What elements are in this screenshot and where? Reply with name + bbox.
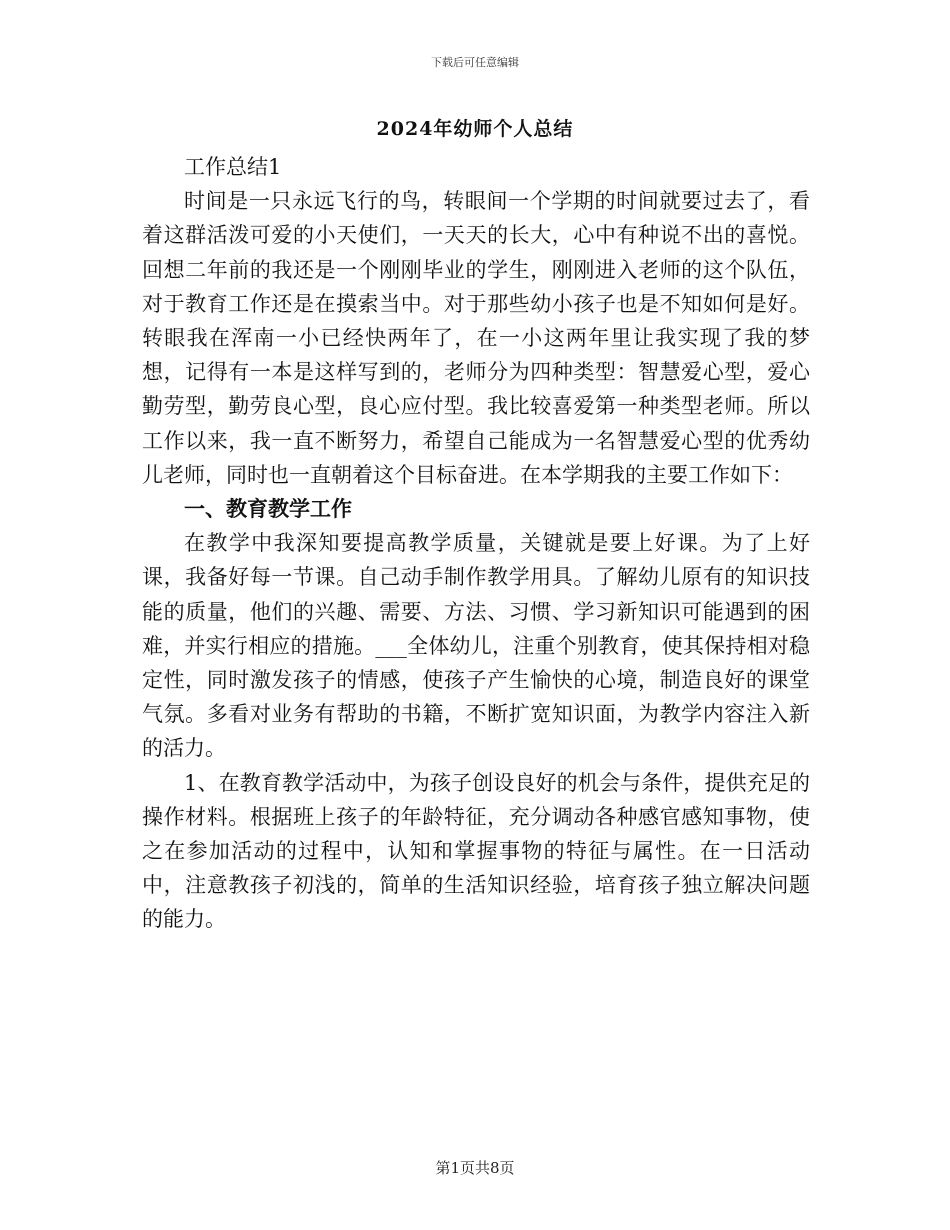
body-paragraph: 在教学中我深知要提高教学质量，关键就是要上好课。为了上好课，我备好每一节课。自己动手制作教学用具。了解幼儿原有的知识技能的质量，他们的兴趣、需要、方法、习惯、学习新知识可能遇到的困难，并实行相应的措施。___全体幼儿，注重个别教育，使其保持相对稳定性，同时激发孩子的情感，使孩子产生愉快的心境，制造良好的课堂气氛。多看对业务有帮助的书籍，不断扩宽知识面，为教学内容注入新的活力。 [142, 531, 810, 761]
page-header-note: 下载后可任意编辑 [431, 56, 519, 69]
document-title: 2024年幼师个人总结 [376, 118, 574, 140]
section-heading: 一、教育教学工作 [184, 496, 352, 522]
page-number: 第1页共8页 [435, 1159, 515, 1177]
body-paragraph: 时间是一只永远飞行的鸟，转眼间一个学期的时间就要过去了，看着这群活泼可爱的小天使们，一天天的长大，心中有种说不出的喜悦。回想二年前的我还是一个刚刚毕业的学生，刚刚进入老师的这个队伍，对于教育工作还是在摸索当中。对于那些幼小孩子也是不知如何是好。转眼我在浑南一小已经快两年了，在一小这两年里让我实现了我的梦想，记得有一本是这样写到的，老师分为四种类型：智慧爱心型，爱心勤劳型，勤劳良心型，良心应付型。我比较喜爱第一种类型老师。所以工作以来，我一直不断努力，希望自己能成为一名智慧爱心型的优秀幼儿老师，同时也一直朝着这个目标奋进。在本学期我的主要工作如下： [142, 189, 810, 487]
document-body [142, 150, 810, 937]
body-paragraph: 1、在教育教学活动中，为孩子创设良好的机会与条件，提供充足的操作材料。根据班上孩子的年龄特征，充分调动各种感官感知事物，使之在参加活动的过程中，认知和掌握事物的特征与属性。在一日活动中，注意教孩子初浅的，简单的生活知识经验，培育孩子独立解决问题的能力。 [142, 770, 810, 932]
section-label: 工作总结1 [184, 155, 282, 179]
